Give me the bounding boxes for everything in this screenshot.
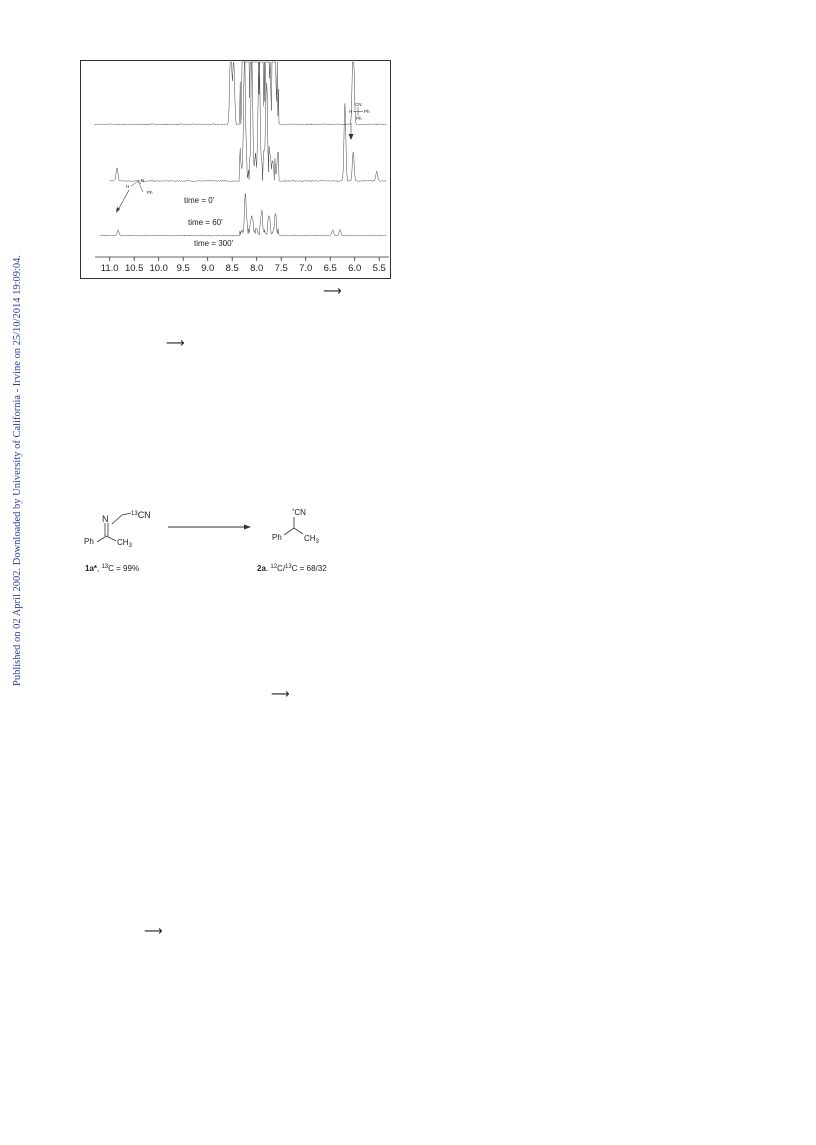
- reaction-arrowhead: [244, 525, 251, 530]
- x-tick-label: 5.5: [372, 263, 386, 274]
- product-ph-group: Ph: [272, 533, 282, 542]
- reactant-ph-group: Ph: [84, 537, 94, 546]
- x-tick-label: 8.0: [250, 263, 264, 274]
- product-2a-structure: [284, 517, 303, 535]
- x-tick-label: 7.0: [299, 263, 313, 274]
- inline-arrow: ⟶: [323, 284, 342, 299]
- x-tick-label: 10.0: [149, 263, 168, 274]
- download-note-text: Published on 02 April 2002. Downloaded by University of California - Irvine on 25/10/2014 19:09:04.: [12, 254, 23, 686]
- struct-right-ph-bottom: Ph: [356, 116, 362, 121]
- struct-left-h: H: [126, 184, 130, 189]
- x-tick-label: 7.5: [274, 263, 288, 274]
- inline-arrow: ⟶: [271, 687, 290, 702]
- x-tick-label: 9.0: [201, 263, 215, 274]
- trace-label-0: time = 0': [184, 196, 215, 205]
- struct-right-h: H: [349, 109, 353, 114]
- struct-right-ph: Ph: [364, 109, 370, 114]
- struct-left-n: N: [141, 178, 145, 183]
- struct-left-ph: Ph: [147, 190, 153, 195]
- figure-frame: [81, 61, 391, 279]
- download-sidebar-note: [3, 246, 21, 686]
- inline-arrow: ⟶: [166, 336, 185, 351]
- reaction-scheme: [82, 500, 362, 585]
- x-tick-label: 8.5: [225, 263, 239, 274]
- x-tick-label: 11.0: [100, 263, 119, 274]
- x-tick-label: 6.5: [323, 263, 337, 274]
- nmr-spectra-figure: [80, 60, 392, 280]
- x-tick-label: 9.5: [176, 263, 190, 274]
- x-tick-label: 10.5: [124, 263, 144, 274]
- reactant-caption: 1a*, $^{13}$C = 99%: [85, 564, 140, 573]
- x-tick-label: 6.0: [348, 263, 362, 274]
- product-caption: 2a. $^{12}$C/$^{13}$C = 68/32: [257, 564, 327, 573]
- inline-arrow: ⟶: [144, 924, 163, 939]
- product-cn-group: *CN: [292, 508, 306, 517]
- reactant-cn-group: $^{13}$CN: [131, 510, 151, 520]
- product-ch3-group: $CH_3$: [304, 534, 319, 545]
- trace-label-300: time = 300': [194, 239, 234, 248]
- struct-right-cn: CN: [355, 102, 362, 107]
- reactant-ch3-group: $CH_3$: [117, 538, 132, 549]
- reactant-n-atom: N: [102, 514, 109, 524]
- trace-label-60: time = 60': [188, 218, 223, 227]
